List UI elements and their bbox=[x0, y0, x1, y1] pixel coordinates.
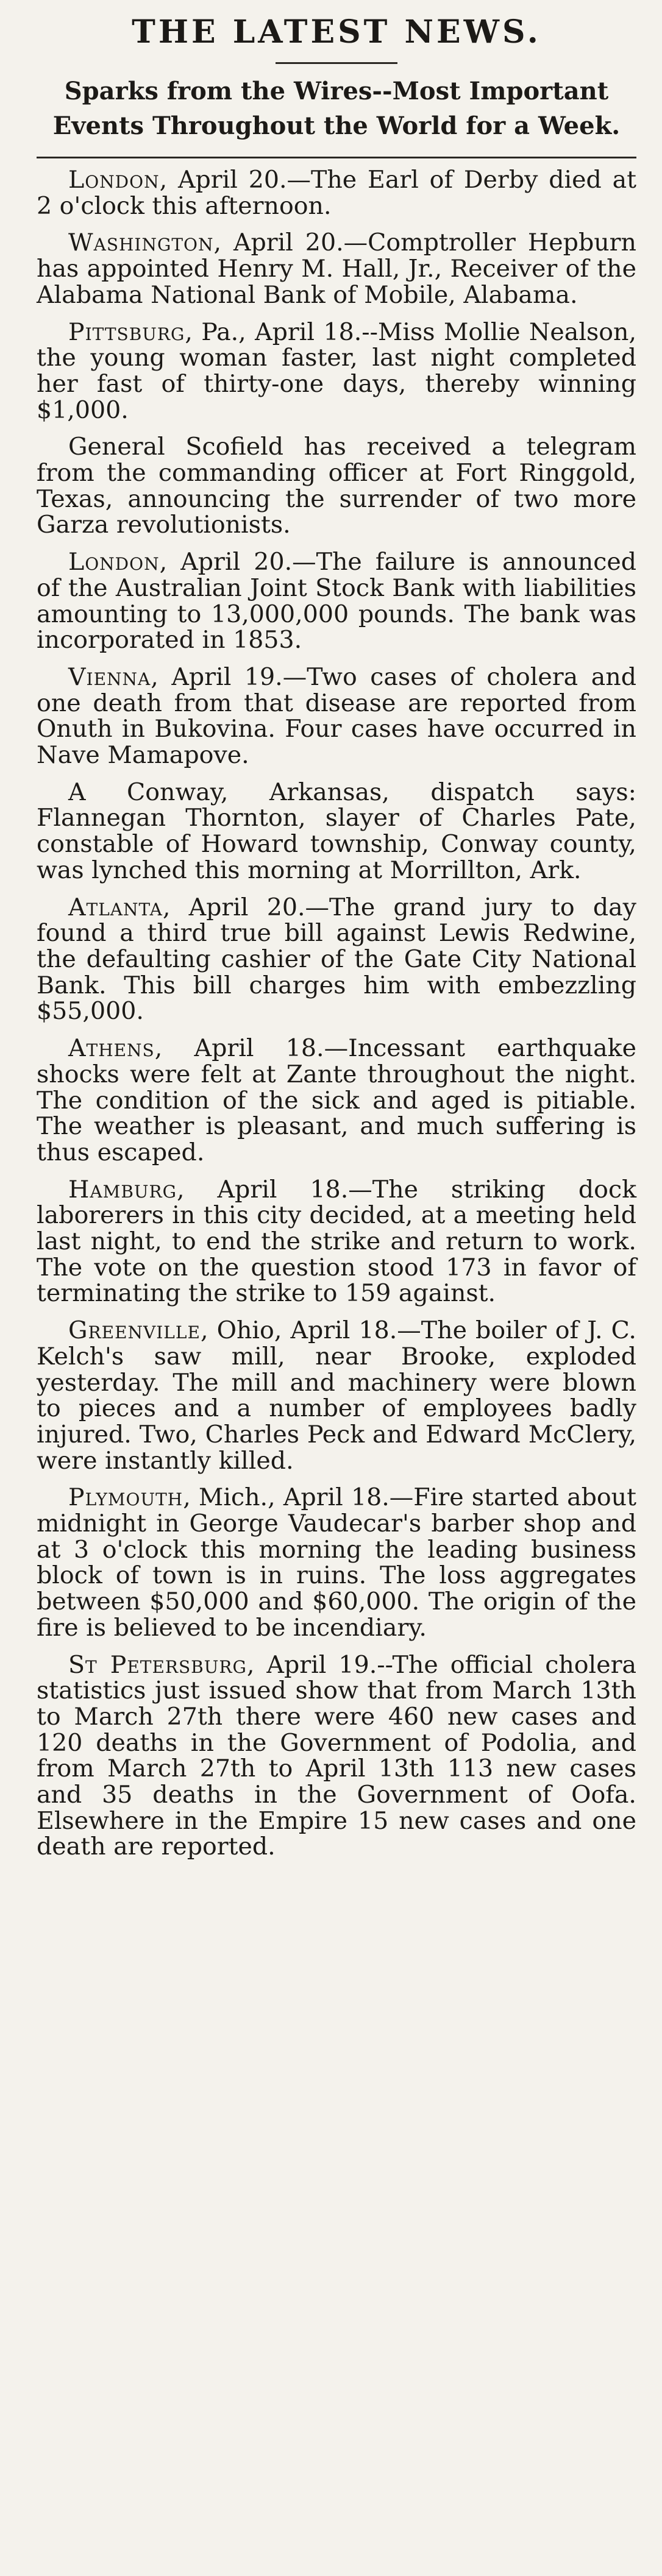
news-item-derby bbox=[37, 167, 636, 219]
item-text: , Pa., April 18.--Miss Mollie Nealson, the young woman faster, last night completed her fast of thirty-one days, thereby winning $1,000. bbox=[37, 318, 636, 424]
long-divider bbox=[37, 157, 636, 158]
item-text: , April 18.—The striking dock laborerers in this city decided, at a meeting held last night, to end the strike and return to work. The vote on the question stood 173 in favor of terminating the strike to 159 against. bbox=[37, 1175, 636, 1308]
short-divider bbox=[276, 62, 397, 64]
item-text: , April 20.—The Earl of Derby died at 2 o'clock this afternoon. bbox=[37, 166, 636, 220]
dateline: Hamburg bbox=[68, 1175, 177, 1204]
news-item-alabama-bank bbox=[37, 230, 636, 308]
item-text: A Conway, Arkansas, dispatch says: Flannegan Thornton, slayer of Charles Pate, constable of Howard township, Conway county, was lynched this morning at Morrillton, Ark. bbox=[37, 778, 636, 884]
news-item-boiler-explosion bbox=[37, 1318, 636, 1474]
dateline: Athens bbox=[68, 1034, 155, 1063]
dateline: London bbox=[68, 166, 160, 194]
item-text: , April 20.—The grand jury to day found a third true bill against Lewis Redwine, the defaulting cashier of the Gate City National Bank. This bill charges him with embezzling $55,000. bbox=[37, 893, 636, 1026]
item-text: General Scofield has received a telegram from the commanding officer at Fort Ringgold, Texas, announcing the surrender of two more Garza revolutionists. bbox=[37, 433, 636, 539]
dateline: Plymouth bbox=[68, 1483, 183, 1512]
item-text: , Mich., April 18.—Fire started about midnight in George Vaudecar's barber shop and at 3 o'clock this morning the leading business block of town is in ruins. The loss aggregates between $50,000 and $60,000. The origin of the fire is believed to be incendiary. bbox=[37, 1483, 636, 1642]
news-item-australian-bank bbox=[37, 549, 636, 653]
news-item-cholera-statistics bbox=[37, 1652, 636, 1861]
dateline: Pittsburg bbox=[68, 318, 185, 346]
item-text: , April 18.—Incessant earthquake shocks were felt at Zante throughout the night. The condition of the sick and aged is pitiable. The weather is pleasant, and much suffering is thus escaped. bbox=[37, 1034, 636, 1166]
news-item-garza bbox=[37, 434, 636, 538]
news-item-faster bbox=[37, 319, 636, 424]
dateline: London bbox=[68, 548, 160, 577]
news-item-conway-lynching bbox=[37, 779, 636, 884]
news-item-cholera-bukovina bbox=[37, 664, 636, 768]
dateline: Vienna bbox=[68, 662, 151, 691]
item-text: , April 20.—The failure is announced of the Australian Joint Stock Bank with liabilities amounting to 13,000,000 pounds. The bank was incorporated in 1853. bbox=[37, 548, 636, 655]
subheadline: Sparks from the Wires--Most Important Events Throughout the World for a Week. bbox=[52, 77, 621, 140]
item-text: , April 19.—Two cases of cholera and one death from that disease are reported from Onuth in Bukovina. Four cases have occurred in Nave Mamapove. bbox=[37, 662, 636, 770]
headline: THE LATEST NEWS. bbox=[132, 13, 541, 51]
dateline: Washington bbox=[68, 229, 214, 257]
news-item-plymouth-fire bbox=[37, 1485, 636, 1641]
item-text: , April 19.--The official cholera statistics just issued show that from March 13th to March 27th there were 460 new cases and 120 deaths in the Government of Podolia, and from March 27th to April 13th 113 new cases and 35 deaths in the Government of Oofa. Elsewhere in the Empire 15 new cases and one death are reported. bbox=[37, 1650, 637, 1861]
dateline: Greenville bbox=[68, 1316, 201, 1345]
news-item-zante-earthquake bbox=[37, 1035, 636, 1166]
dateline: Atlanta bbox=[68, 893, 163, 921]
item-text: , April 20.—Comptroller Hepburn has appointed Henry M. Hall, Jr., Receiver of the Alabama National Bank of Mobile, Alabama. bbox=[37, 229, 636, 309]
news-item-hamburg-strike bbox=[37, 1177, 636, 1307]
item-text: , Ohio, April 18.—The boiler of J. C. Kelch's saw mill, near Brooke, exploded yesterday. The mill and machinery were blown to pieces and a number of employees badly injured. Two, Charles Peck and Edward McClery, were instantly killed. bbox=[37, 1316, 636, 1475]
news-item-atlanta-jury bbox=[37, 895, 636, 1025]
dateline: St Petersburg bbox=[68, 1650, 247, 1679]
